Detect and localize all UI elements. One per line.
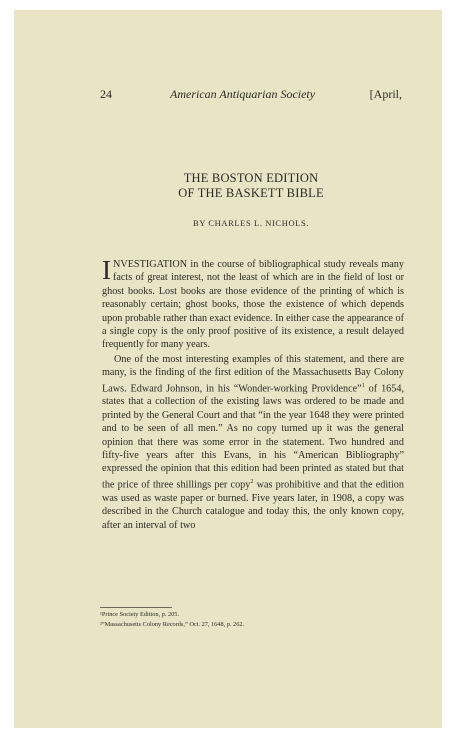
byline: BY CHARLES L. NICHOLS. — [192, 218, 310, 228]
paragraph-2-text-b: of 1654, states that a collection of the existing laws was ordered to be made and printed by the General Court and that “in the year 1648 they were printed and to be seen of all men.” As no copy turned up it was the general opinion that there was some error in the statement. Two hundred and fifty-five years after this Evans, in his “American Bibliography” expressed the opinion that this edition had been printed as stated but that the price of three shillings per copy — [102, 383, 404, 491]
paragraph-1-text: NVESTIGATION in the course of bibliographical study reveals many facts of great interest, not the least of which are in the field of lost or ghost books. Lost books are those evidence of the printing of which is reasonably certain; ghost books, those the existence of which depends upon probable rather than exact evidence. In either case the appearance of a single copy is the only proof positive of its existence, a result delayed frequently for many years. — [102, 259, 404, 351]
article-title-line-2: OF THE BASKETT BIBLE — [178, 186, 324, 200]
issue-month: [April, — [369, 87, 402, 101]
drop-cap: I — [102, 255, 111, 285]
footnotes — [100, 610, 402, 630]
footnote-2: ²“Massachusetts Colony Records,” Oct. 27, 1648, p. 262. — [100, 621, 245, 628]
document-page — [14, 10, 442, 728]
footnote-1: ¹Prince Society Edition, p. 205. — [100, 611, 180, 618]
page-number: 24 — [100, 87, 112, 101]
footnote-ref-1: 1 — [361, 382, 365, 389]
article-body — [102, 255, 404, 532]
paragraph-2-text-c: was prohibitive and that the edition was used as waste paper or burned. Five years later, in 1908, a copy was described in the Church catalogue and today this, the only known copy, after an interval of two — [102, 479, 404, 531]
article-title-line-1: THE BOSTON EDITION — [183, 171, 319, 185]
journal-title: American Antiquarian Society — [170, 87, 316, 101]
article-title — [100, 171, 402, 201]
footnote-divider — [100, 607, 172, 608]
footnote-ref-2: 2 — [250, 478, 254, 485]
paragraph-2-text-a: One of the most interesting examples of this statement, and there are many, is the finding of the first edition of the Massachusetts Bay Colony Laws. Edward Johnson, in his “Wonder-working Providence” — [102, 353, 404, 395]
paragraph-1 — [102, 255, 404, 352]
paragraph-2 — [102, 353, 404, 532]
